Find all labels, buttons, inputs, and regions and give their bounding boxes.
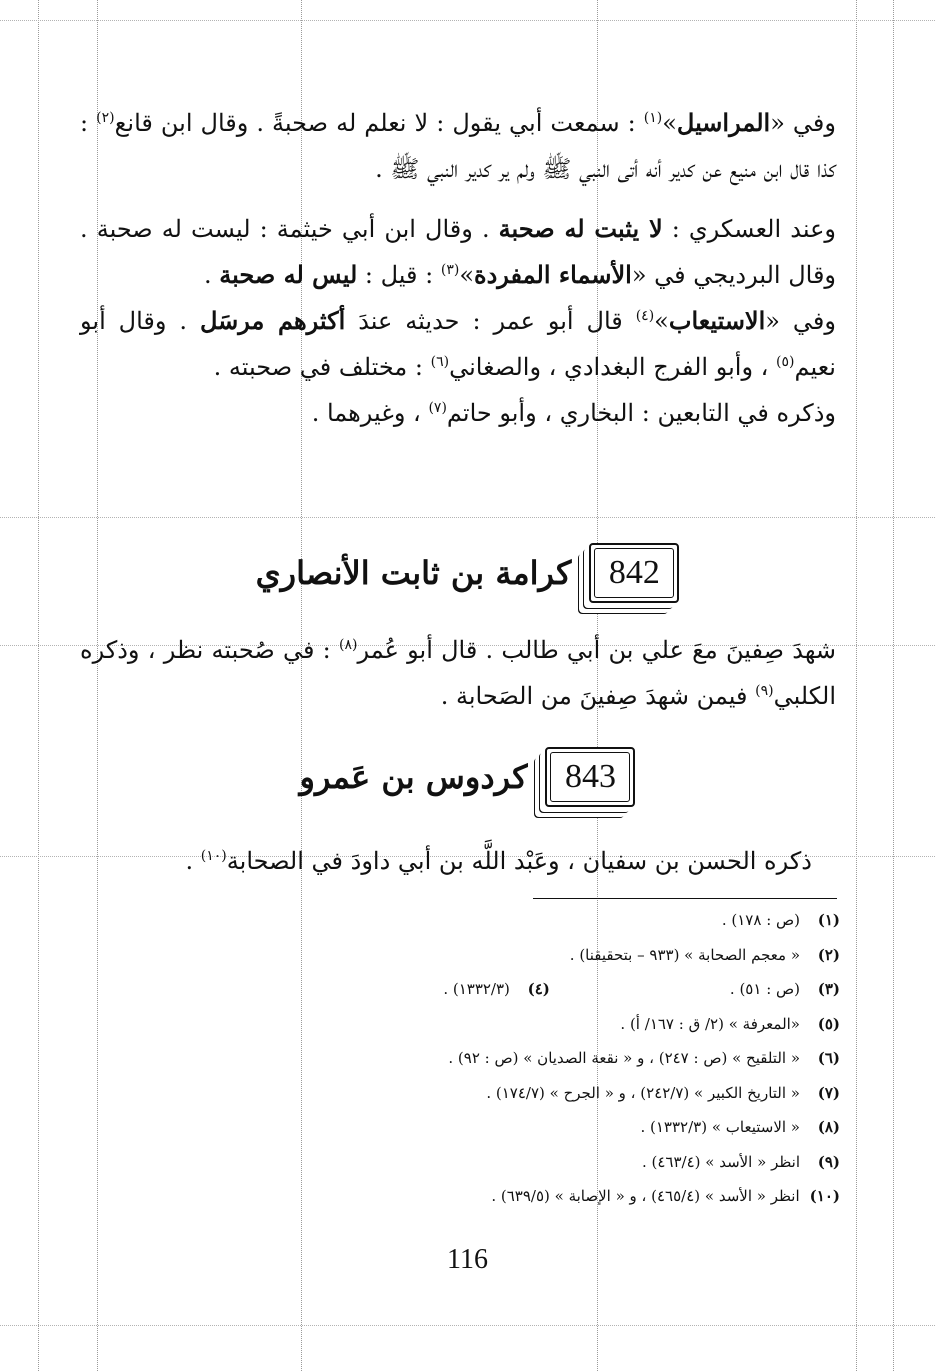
scan-guide-line xyxy=(0,20,935,21)
footnote-text: (ص : ٥١) . xyxy=(729,980,800,998)
footnotes-section xyxy=(150,903,840,1214)
footnote-text: (ص : ١٧٨) . xyxy=(721,911,800,929)
footnote-number: (٢) xyxy=(817,945,840,964)
footnote-separator xyxy=(533,898,837,899)
footnote-number: (١) xyxy=(817,911,840,929)
book-title: المراسيل xyxy=(676,108,771,137)
entry-text-843 xyxy=(80,838,836,884)
footnote-item xyxy=(150,1179,840,1214)
paragraph: شهدَ صِفينَ معَ علي بن أبي طالب . قال أبو عُمر$^{(٨)}$ : في صُحبته نظر ، وذكره الكلبي$^{(٩)}$ فيمن شهدَ صِفينَ من الصَحابة . xyxy=(80,636,836,710)
bold-phrase: أكثرهم مرسَل xyxy=(200,306,346,335)
book-title: الاستيعاب xyxy=(668,306,766,335)
footnote-ref[interactable]: (٢) xyxy=(96,110,115,126)
footnote-item xyxy=(150,903,840,938)
footnote-number: (١٠) xyxy=(809,1187,840,1205)
scan-guide-line xyxy=(38,0,39,1371)
footnote-number: (٩) xyxy=(817,1152,840,1171)
footnote-text: «المعرفة » (٢/ ق : ١٦٧/ أ) . xyxy=(620,1014,800,1033)
footnote-text: « الاستيعاب » (١٣٣٢/٣) . xyxy=(640,1118,800,1136)
scan-guide-line xyxy=(0,517,935,518)
page-number: 116 xyxy=(447,1244,488,1275)
footnote-text: « التلقيح » (ص : ٢٤٧) ، و « نقعة الصديان » (ص : ٩٢) . xyxy=(448,1049,800,1067)
paragraph: وعند العسكري : لا يثبت له صحبة . وقال ابن أبي خيثمة : ليست له صحبة . وقال البرديجي في «الأسماء المفردة»$^{(٣)}$ : قيل : ليس له صحبة . xyxy=(80,214,836,289)
footnote-item xyxy=(150,1007,840,1042)
footnote-item xyxy=(150,1110,840,1145)
scan-guide-line xyxy=(893,0,894,1371)
footnote-item xyxy=(150,1145,840,1180)
footnote-item xyxy=(150,1041,840,1076)
entry-number-box xyxy=(545,747,635,807)
footnote-ref[interactable]: (١٠) xyxy=(200,848,227,864)
footnote-number: (٥) xyxy=(817,1014,840,1033)
footnote-item xyxy=(150,938,840,973)
footnote-ref[interactable]: (٩) xyxy=(755,683,774,699)
footnote-ref[interactable]: (٦) xyxy=(430,354,450,370)
entry-number: 843 xyxy=(564,758,616,795)
paragraph: وفي «المراسيل»$^{(١)}$ : سمعت أبي يقول : لا نعلم له صحبةً . وقال ابن قانع$^{(٢)}$ : كذا قال ابن منيع عن كدير أنه أتى النبي ﷺ ولم ير كدير النبي ﷺ . xyxy=(80,108,836,183)
footnote-item xyxy=(150,972,840,1007)
bold-phrase: لا يثبت له صحبة xyxy=(498,214,663,243)
footnote-ref[interactable]: (٤) xyxy=(635,308,655,324)
paragraph: وذكره في التابعين : البخاري ، وأبو حاتم$^{(٧)}$ ، وغيرهما . xyxy=(311,399,836,427)
footnote-number: (٤) xyxy=(527,980,550,998)
scan-guide-line xyxy=(856,0,857,1371)
footnote-ref[interactable]: (٧) xyxy=(428,400,447,416)
footnote-text: (١٣٣٢/٣) . xyxy=(443,980,510,998)
footnote-item xyxy=(150,1076,840,1111)
footnote-text: « معجم الصحابة » (٩٣٣ – بتحقيقنا) . xyxy=(569,945,800,964)
scan-guide-line xyxy=(0,1325,935,1326)
footnote-ref[interactable]: (٣) xyxy=(440,262,460,278)
footnote-ref[interactable]: (١) xyxy=(643,110,663,126)
entry-title: كرامة بن ثابت الأنصاري xyxy=(255,554,572,592)
footnote-text: « التاريخ الكبير » (٢٤٢/٧) ، و « الجرح » (١٧٤/٧) . xyxy=(486,1083,800,1102)
entry-number-box xyxy=(589,543,679,603)
footnote-number: (٨) xyxy=(817,1118,840,1136)
footnote-ref[interactable]: (٨) xyxy=(339,637,358,653)
entry-number: 842 xyxy=(608,554,660,591)
footnote-number: (٧) xyxy=(817,1083,840,1102)
footnote-text: انظر « الأسد » (٤٦٣/٤) . xyxy=(641,1152,800,1171)
entry-text-842 xyxy=(80,627,836,719)
entry-title: كردوس بن عَمرو xyxy=(299,758,528,796)
footnote-text: انظر « الأسد » (٤٦٥/٤) ، و « الإصابة » (٦٣٩/٥) . xyxy=(491,1187,800,1205)
book-title: الأسماء المفردة xyxy=(474,260,632,289)
footnote-number: (٦) xyxy=(817,1049,840,1067)
footnote-number: (٣) xyxy=(817,980,840,998)
bold-phrase: ليس له صحبة xyxy=(219,260,358,289)
footnote-ref[interactable]: (٥) xyxy=(776,354,795,370)
entry-heading-842 xyxy=(0,538,935,608)
previous-entry-text xyxy=(80,100,836,436)
entry-heading-843 xyxy=(0,742,935,812)
paragraph: وفي «الاستيعاب»$^{(٤)}$ قال أبو عمر : حديثه عندَ أكثرهم مرسَل . وقال أبو نعيم$^{(٥)}$ ، وأبو الفرج البغدادي ، والصغاني$^{(٦)}$ : مختلف في صحبته . xyxy=(80,306,836,381)
paragraph: ذكره الحسن بن سفيان ، وعَبْد اللَّه بن أبي داودَ في الصحابة$^{(١٠)}$ . xyxy=(185,847,812,875)
